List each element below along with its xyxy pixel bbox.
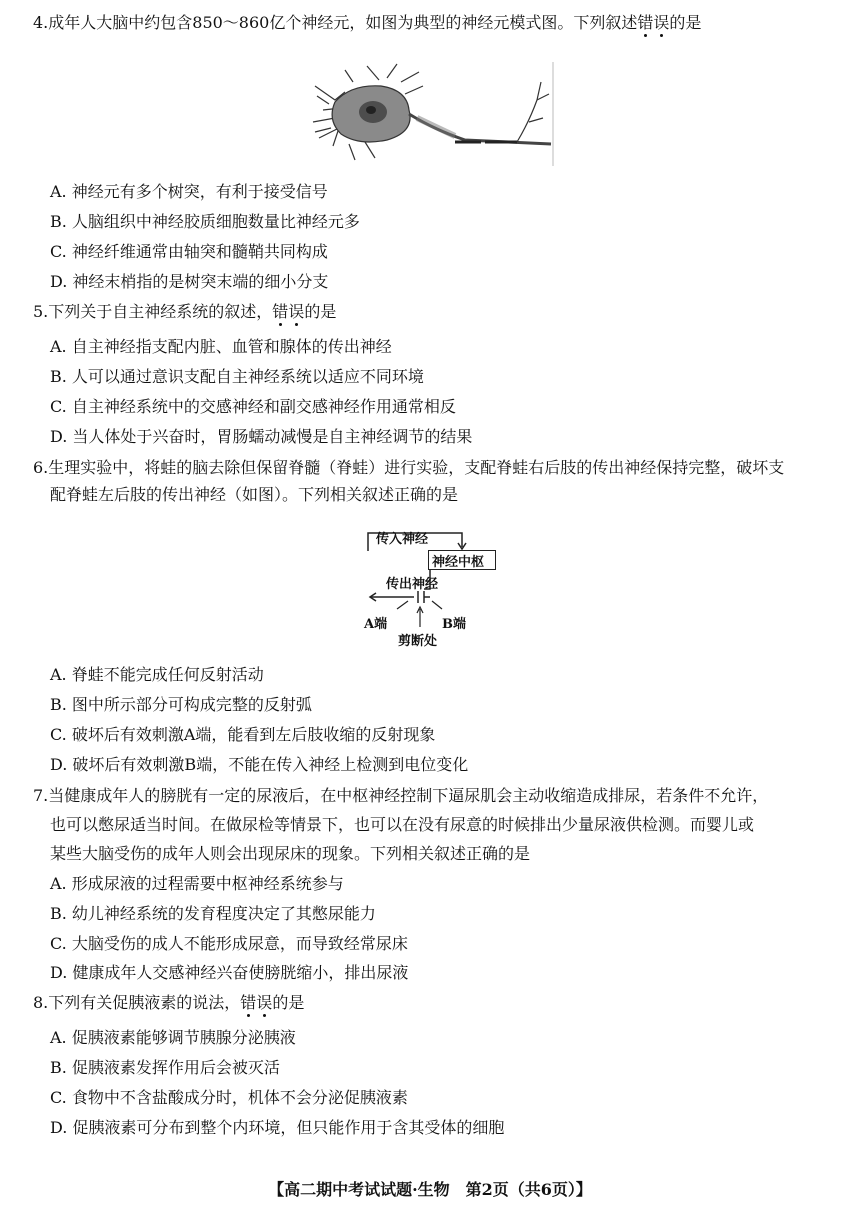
question-6-option-c: C. 破坏后有效刺激A端，能看到左后肢收缩的反射现象: [50, 725, 436, 744]
page-footer: 【高二期中考试试题·生物 第2页（共6页）】: [268, 1180, 592, 1199]
emphasis-char: 错: [240, 993, 257, 1012]
question-8-option-d: D. 促胰液素可分布到整个内环境，但只能作用于含其受体的细胞: [50, 1118, 505, 1137]
question-7-option-c: C. 大脑受伤的成人不能形成尿意，而导致经常尿床: [50, 934, 408, 953]
nerve-center-label: 神经中枢: [432, 555, 485, 570]
question-5-option-c: C. 自主神经系统中的交感神经和副交感神经作用通常相反: [50, 397, 456, 416]
question-6-stem-line-2: 配脊蛙左后肢的传出神经（如图）。下列相关叙述正确的是: [50, 485, 459, 504]
question-5-option-b: B. 人可以通过意识支配自主神经系统以适应不同环境: [50, 367, 424, 386]
question-8-option-a: A. 促胰液素能够调节胰腺分泌胰液: [50, 1028, 296, 1047]
question-4-option-b: B. 人脑组织中神经胶质细胞数量比神经元多: [50, 212, 360, 231]
efferent-nerve-label: 传出神经: [386, 577, 439, 592]
question-8-option-b: B. 促胰液素发挥作用后会被灭活: [50, 1058, 280, 1077]
afferent-nerve-label: 传入神经: [376, 532, 429, 547]
emphasis-char: 错: [272, 302, 289, 321]
question-6-stem-line-1: 6.生理实验中，将蛙的脑去除但保留脊髓（脊蛙）进行实验，支配脊蛙右后肢的传出神经保持完整，破坏支: [33, 458, 785, 477]
question-4-option-c: C. 神经纤维通常由轴突和髓鞘共同构成: [50, 242, 328, 261]
question-6-option-b: B. 图中所示部分可构成完整的反射弧: [50, 695, 312, 714]
question-7-stem-line-1: 7.当健康成年人的膀胱有一定的尿液后，在中枢神经控制下逼尿肌会主动收缩造成排尿，若条件不允许，: [33, 786, 769, 805]
question-5-option-a: A. 自主神经指支配内脏、血管和腺体的传出神经: [50, 337, 392, 356]
emphasis-char: 误: [288, 302, 305, 321]
end-b-label: B端: [442, 617, 466, 632]
question-7-option-d: D. 健康成年人交感神经兴奋使膀胱缩小，排出尿液: [50, 963, 409, 982]
question-4-option-d: D. 神经末梢指的是树突末端的细小分支: [50, 272, 329, 291]
question-7-option-a: A. 形成尿液的过程需要中枢神经系统参与: [50, 874, 344, 893]
question-8-stem: 8.下列有关促胰液素的说法，错误的是: [33, 993, 305, 1012]
question-7-option-b: B. 幼儿神经系统的发育程度决定了其憋尿能力: [50, 904, 376, 923]
question-6-option-a: A. 脊蛙不能完成任何反射活动: [50, 665, 264, 684]
emphasis-char: 误: [653, 13, 670, 32]
question-7-stem-line-3: 某些大脑受伤的成年人则会出现尿床的现象。下列相关叙述正确的是: [50, 844, 531, 863]
reflex-arc-diagram: [362, 527, 500, 647]
question-8-option-c: C. 食物中不含盐酸成分时，机体不会分泌促胰液素: [50, 1088, 408, 1107]
question-5-option-d: D. 当人体处于兴奋时，胃肠蠕动减慢是自主神经调节的结果: [50, 427, 473, 446]
question-4-option-a: A. 神经元有多个树突，有利于接受信号: [50, 182, 328, 201]
end-a-label: A端: [364, 617, 388, 632]
emphasis-char: 误: [256, 993, 273, 1012]
question-7-stem-line-2: 也可以憋尿适当时间。在做尿检等情景下，也可以在没有尿意的时候排出少量尿液供检测。而婴儿或: [50, 815, 755, 834]
question-6-option-d: D. 破坏后有效刺激B端，不能在传入神经上检测到电位变化: [50, 755, 469, 774]
cut-point-label: 剪断处: [398, 634, 438, 649]
emphasis-char: 错: [637, 13, 654, 32]
question-5-stem: 5.下列关于自主神经系统的叙述，错误的是: [33, 302, 337, 321]
question-4-stem: 4.成年人大脑中约包含850～860亿个神经元，如图为典型的神经元模式图。下列叙述错误的是: [33, 13, 702, 32]
neuron-figure: [305, 62, 555, 166]
